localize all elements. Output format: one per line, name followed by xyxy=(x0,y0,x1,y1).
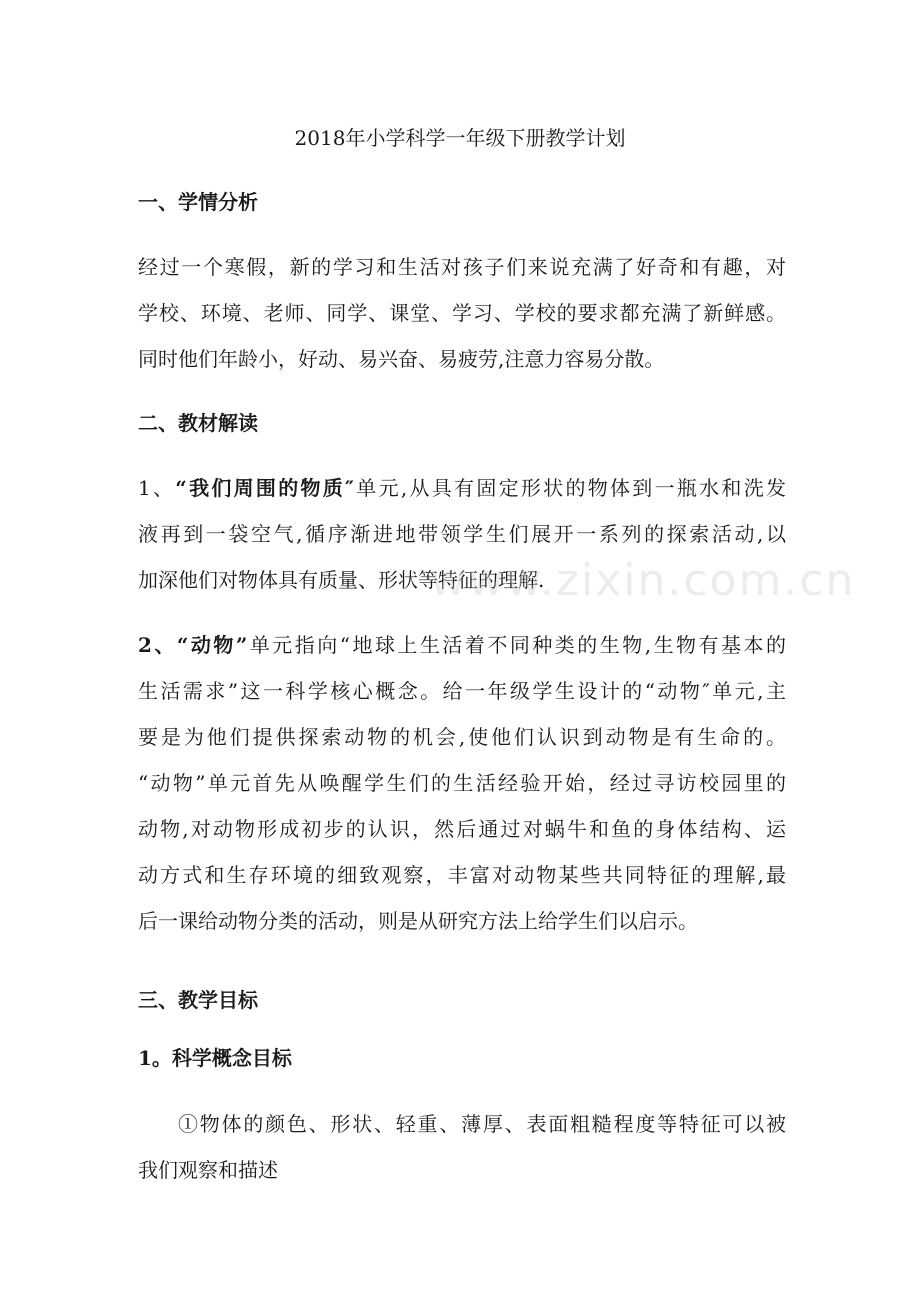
item-2-unit-name: 2、“动物” xyxy=(138,633,248,657)
textbook-item-1-line-2: 液再到一袋空气,循序渐进地带领学生们展开一系列的探索活动,以 xyxy=(138,522,786,546)
textbook-item-2 xyxy=(138,622,786,944)
section-heading-textbook: 二、教材解读 xyxy=(138,411,258,435)
textbook-item-1-line-3: 加深他们对物体具有质量、形状等特征的理解. xyxy=(138,568,545,592)
textbook-item-2-line-4: “动物”单元首先从唤醒学生们的生活经验开始，经过寻访校园里的 xyxy=(138,771,786,795)
textbook-item-2-line-1 xyxy=(138,622,786,668)
concept-goal-1-line-2: 我们观察和描述 xyxy=(138,1158,278,1182)
analysis-line-1: 经过一个寒假，新的学习和生活对孩子们来说充满了好奇和有趣，对 xyxy=(138,255,786,279)
item-2-line-1-text: 单元指向“地球上生活着不同种类的生物,生物有基本的 xyxy=(247,633,786,657)
item-1-prefix: 1、 xyxy=(138,476,176,500)
textbook-item-2-line-7: 后一课给动物分类的活动，则是从研究方法上给学生们以启示。 xyxy=(138,909,698,933)
textbook-item-2-line-6: 动方式和生存环境的细致观察，丰富对动物某些共同特征的理解,最 xyxy=(138,863,786,887)
subheading-concept-goals: 1。科学概念目标 xyxy=(138,1046,292,1070)
concept-goal-1-line-1: ①物体的颜色、形状、轻重、薄厚、表面粗糙程度等特征可以被 xyxy=(178,1112,786,1136)
concept-goal-1 xyxy=(138,1101,786,1193)
textbook-item-2-line-5: 动物,对动物形成初步的认识，然后通过对蜗牛和鱼的身体结构、运 xyxy=(138,817,786,841)
textbook-item-2-line-3: 要是为他们提供探索动物的机会,使他们认识到动物是有生命的。 xyxy=(138,725,786,749)
textbook-item-2-line-2: 生活需求”这一科学核心概念。给一年级学生设计的“动物″单元,主 xyxy=(138,679,786,703)
site-watermark: www.zixin.com.cn xyxy=(430,555,856,606)
document-title: 2018年小学科学一年级下册教学计划 xyxy=(294,126,626,150)
analysis-line-3: 同时他们年龄小，好动、易兴奋、易疲劳,注意力容易分散。 xyxy=(138,347,665,371)
item-1-unit-name: “我们周围的物质″ xyxy=(175,476,354,500)
textbook-item-1-line-1 xyxy=(138,465,786,511)
item-1-line-1-text: 单元,从具有固定形状的物体到一瓶水和洗发 xyxy=(354,476,786,500)
analysis-line-2: 学校、环境、老师、同学、课堂、学习、学校的要求都充满了新鲜感。 xyxy=(138,301,786,325)
section-heading-goals: 三、教学目标 xyxy=(138,988,258,1012)
analysis-paragraph xyxy=(138,244,786,382)
section-heading-analysis: 一、学情分析 xyxy=(138,190,258,214)
